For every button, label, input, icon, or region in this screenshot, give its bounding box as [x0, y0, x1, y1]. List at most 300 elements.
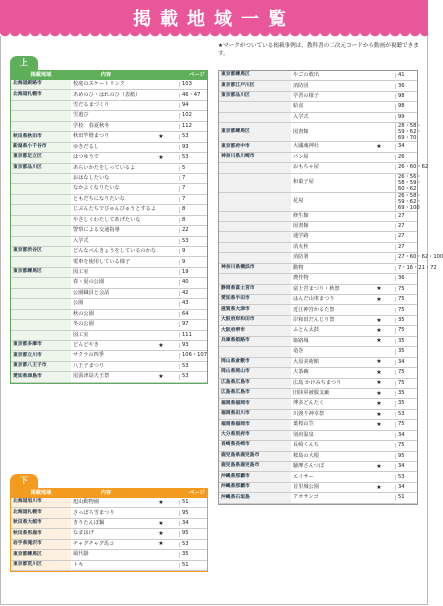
cell-star: ★ — [158, 372, 164, 380]
cell-content: パン屋 — [293, 153, 309, 160]
cell-region: 大阪府堺市 — [219, 326, 291, 335]
cell-content: 竜巻 — [293, 348, 304, 355]
table-header — [11, 71, 207, 80]
cell-content: 給食 — [293, 103, 304, 110]
cell-content: 広島 かけみちまつり — [293, 379, 342, 386]
table-row — [11, 519, 207, 529]
table-row — [219, 253, 443, 263]
cell-content: 公園 — [73, 300, 84, 307]
cell-region — [11, 111, 71, 120]
cell-page: 27 — [395, 224, 423, 229]
cell-content: 騒摩さんつぼ — [293, 463, 325, 470]
cell-content: 和菓子屋 — [293, 178, 314, 185]
table-row — [219, 368, 417, 378]
cell-page: 34 — [179, 521, 215, 526]
table-row — [11, 226, 207, 236]
cell-page: 53 — [179, 239, 215, 244]
cell-region: 東京都渋谷区 — [11, 247, 71, 256]
cell-region — [11, 278, 71, 287]
cell-star: ★ — [376, 337, 382, 345]
cell-page: 43 — [179, 301, 215, 306]
cell-page: 75 — [395, 443, 423, 448]
cell-content: おもちゃ屋 — [293, 164, 319, 171]
cell-page: 35 — [395, 349, 423, 354]
cell-star: ★ — [158, 153, 164, 161]
table-row — [219, 153, 417, 163]
cell-region: 東京都練馬区 — [219, 71, 291, 80]
cell-page: 9 — [179, 249, 215, 254]
cell-region: 秋田県秋田市 — [11, 132, 71, 141]
cell-page: 98 — [395, 104, 423, 109]
cell-page: 53 — [395, 412, 423, 417]
cell-region — [11, 174, 71, 183]
cell-region: 静岡県富士宮市 — [219, 285, 291, 294]
cell-content: なまはげ — [73, 530, 94, 537]
cell-region: 東京都八王子市 — [11, 362, 71, 371]
cell-content: 図書館 — [293, 128, 309, 135]
table-row — [11, 372, 207, 382]
cell-page: 35 — [179, 552, 215, 557]
cell-page: 42 — [179, 291, 215, 296]
cell-content: 公園職員と会話 — [73, 289, 110, 296]
cell-star: ★ — [376, 420, 382, 428]
cell-content: ともだちになりたいな — [73, 195, 125, 202]
cell-region: 福岡県福岡市 — [219, 420, 291, 429]
cell-region: 東京都荒川区 — [11, 561, 71, 570]
cell-content: 富士宮まつり・秋祭 — [293, 285, 340, 292]
table-bottom — [10, 488, 208, 572]
cell-page: 64 — [179, 312, 215, 317]
table-row — [219, 316, 417, 326]
table-header — [11, 489, 207, 498]
cell-page: 40 — [179, 280, 215, 285]
cell-region: 滋賀県大津市 — [219, 305, 291, 314]
table-row — [219, 285, 417, 295]
cell-page: 36 — [395, 276, 423, 281]
cell-star: ★ — [376, 400, 382, 408]
cell-page: 106・107 — [179, 353, 215, 358]
cell-region — [219, 174, 291, 192]
cell-region — [219, 253, 291, 262]
cell-content: 農作物 — [293, 275, 309, 282]
table-row — [11, 341, 207, 351]
cell-region — [11, 226, 71, 235]
table-row — [219, 379, 417, 389]
cell-page: 95 — [179, 511, 215, 516]
table-row — [219, 493, 417, 503]
table-row — [11, 362, 207, 372]
table-row — [219, 410, 417, 420]
table-row — [11, 90, 207, 100]
cell-content: 別府温泉 — [293, 431, 314, 438]
cell-content: さっぽろ雪まつり — [73, 509, 115, 516]
cell-page: 99 — [395, 115, 423, 120]
cell-content: はつゆうで — [73, 154, 99, 161]
table-row — [219, 232, 417, 242]
cell-content: なかよくなりたいな — [73, 185, 120, 192]
cell-region — [11, 216, 71, 225]
cell-content: 葉桜山笠 — [293, 421, 314, 428]
table-row — [219, 326, 417, 336]
table-row — [219, 113, 417, 123]
cell-content: 花屋 — [293, 197, 304, 204]
cell-star: ★ — [376, 316, 382, 324]
cell-region: 広島県広島市 — [219, 389, 291, 398]
table-row — [11, 529, 207, 539]
table-row — [219, 431, 417, 441]
table-row — [219, 472, 417, 482]
cell-region: 北海道旭川市 — [11, 498, 71, 507]
table-row — [219, 295, 417, 305]
cell-region: 東京都練馬区 — [11, 550, 71, 559]
cell-content: あめのひ・はれのひ（表紙） — [73, 91, 141, 98]
cell-content: 学校 春夏秋冬 — [73, 122, 110, 129]
cell-page: 97 — [179, 322, 215, 327]
cell-region: 東京都府中市 — [219, 142, 291, 151]
col-page: ページ — [189, 71, 205, 78]
cell-content: やごの救出 — [293, 72, 319, 79]
table-row — [11, 268, 207, 278]
cell-page: 35 — [395, 318, 423, 323]
table-row — [11, 561, 207, 571]
cell-region: 福岡県福岡市 — [219, 399, 291, 408]
table-row — [219, 358, 417, 368]
table-row — [219, 222, 417, 232]
cell-star: ★ — [376, 142, 382, 150]
cell-page: 35 — [395, 339, 423, 344]
cell-content: 大國魂神社 — [293, 143, 319, 150]
cell-region: 福岡県田川市 — [219, 410, 291, 419]
cell-region: 沖縄県石垣島 — [219, 493, 291, 502]
cell-content: 通学路 — [293, 233, 309, 240]
cell-content: 入学式 — [73, 237, 89, 244]
table-row — [219, 452, 417, 462]
cell-region: 東京都立川市 — [11, 351, 71, 360]
cell-content: 博多どんたく — [293, 400, 325, 407]
table-row — [219, 163, 429, 173]
cell-region — [11, 122, 71, 131]
cell-content: 八王子まつり — [73, 362, 105, 369]
cell-page: 51 — [395, 495, 423, 500]
section-label-bottom: 下 — [10, 474, 38, 488]
table-row — [11, 550, 207, 560]
cell-region: 東京都多摩市 — [11, 341, 71, 350]
cell-content: どんなべんきょうをしているのかな — [73, 248, 157, 255]
cell-region: 秋田県大館市 — [11, 519, 71, 528]
cell-region: 東京都足立区 — [11, 153, 71, 162]
cell-content: じぶんたちでびゅんびゅうとするよ — [73, 206, 156, 213]
cell-region: 北海道釧路市 — [11, 80, 71, 89]
cell-region: 東京都練馬区 — [11, 268, 71, 277]
table-row — [219, 142, 417, 152]
cell-page: 27 — [395, 214, 423, 219]
cell-content: 動物 — [293, 264, 304, 271]
cell-content: チャグチャグ馬コ — [73, 540, 115, 547]
cell-page: 93 — [179, 343, 215, 348]
cell-star: ★ — [376, 358, 382, 366]
table-right — [218, 70, 443, 505]
cell-content: 首里城公園 — [293, 483, 319, 490]
cell-page: 7 — [179, 197, 215, 202]
table-row — [219, 389, 417, 399]
table-row — [11, 205, 207, 215]
cell-star: ★ — [376, 462, 382, 470]
table-row — [11, 216, 207, 226]
cell-content: おはなしたいな — [73, 175, 110, 182]
cell-page: 34 — [395, 433, 423, 438]
table-row — [11, 101, 207, 111]
cell-star: ★ — [376, 379, 382, 387]
table-row — [219, 274, 417, 284]
cell-page: 53 — [179, 155, 215, 160]
cell-star: ★ — [158, 519, 164, 527]
cell-content: 桜島の大根 — [293, 452, 319, 459]
cell-region: 神奈川県川崎市 — [219, 153, 291, 162]
table-row — [11, 164, 207, 174]
table-row — [11, 320, 207, 330]
table-row — [219, 347, 417, 357]
cell-page: 5 — [179, 166, 215, 171]
section-label-top: 上 — [10, 56, 38, 70]
cell-content: サクラの四季 — [73, 352, 104, 359]
cell-page: 41 — [395, 73, 423, 78]
cell-page: 75 — [395, 328, 423, 333]
table-row — [219, 399, 417, 409]
cell-page: 27 — [395, 234, 423, 239]
col-content: 内容 — [100, 489, 112, 496]
table-row — [11, 508, 207, 518]
table-row — [219, 192, 422, 212]
table-row — [219, 337, 417, 347]
cell-content: 旭山動物園 — [73, 499, 99, 506]
cell-star: ★ — [376, 295, 382, 303]
table-row — [11, 540, 207, 550]
table-row — [11, 153, 207, 163]
cell-region — [11, 289, 71, 298]
cell-region: 長崎県長崎市 — [219, 441, 291, 450]
cell-content: 校庭のスケートリンク — [73, 81, 125, 88]
cell-page: 34 — [395, 360, 423, 365]
cell-content: 冬の公園 — [73, 321, 94, 328]
cell-page: 26・60・62 — [395, 165, 423, 170]
cell-region: 兵庫県姫路市 — [219, 337, 291, 346]
cell-star: ★ — [158, 498, 164, 506]
cell-star: ★ — [158, 341, 164, 349]
cell-page: 22 — [179, 228, 215, 233]
cell-region — [219, 232, 291, 241]
cell-page: 27・60・62・100 — [395, 255, 423, 260]
cell-page: 75 — [395, 381, 423, 386]
cell-content: ふとん太鼓 — [293, 327, 319, 334]
cell-star: ★ — [376, 368, 382, 376]
cell-page: 51 — [179, 500, 215, 505]
table-row — [219, 212, 417, 222]
table-row — [219, 305, 417, 315]
cell-star: ★ — [158, 530, 164, 538]
table-row — [11, 174, 207, 184]
cell-region: 沖縄県那覇市 — [219, 472, 291, 481]
table-row — [219, 123, 422, 142]
cell-page: 8 — [179, 207, 215, 212]
cell-region: 北海道札幌市 — [11, 508, 71, 517]
cell-content: 旧陸軍被服支廠 — [293, 390, 330, 397]
cell-region — [219, 193, 291, 211]
cell-content: 大茶碗 — [293, 369, 309, 376]
cell-page: 27 — [395, 245, 423, 250]
cell-page: 46・47 — [179, 93, 215, 98]
cell-star: ★ — [376, 285, 382, 293]
cell-page: 35 — [395, 391, 423, 396]
cell-content: 図書館 — [293, 223, 309, 230]
cell-region: 大分県別府市 — [219, 431, 291, 440]
cell-page: 75 — [395, 308, 423, 313]
cell-content: 図工室 — [73, 331, 89, 338]
cell-content: 岸和田だんじり祭 — [293, 316, 335, 323]
cell-page: 9 — [179, 260, 215, 265]
cell-content: どんどやき — [73, 342, 99, 349]
cell-content: 消火栓 — [293, 243, 309, 250]
cell-region: 東京都品川区 — [219, 92, 291, 101]
cell-page: 98 — [395, 94, 423, 99]
cell-content: 大原美術館 — [293, 358, 319, 365]
cell-region: 愛知県半田市 — [219, 295, 291, 304]
cell-region: 秋田県男鹿市 — [11, 529, 71, 538]
cell-content: トキ — [73, 561, 84, 568]
table-row — [11, 278, 207, 288]
cell-content: 図工室 — [73, 268, 89, 275]
table-row — [11, 310, 207, 320]
cell-region: 北海道札幌市 — [11, 90, 71, 99]
cell-region: 神奈川県横浜市 — [219, 264, 291, 273]
cell-content: 雪だるまづくり — [73, 101, 110, 108]
cell-star: ★ — [158, 540, 164, 548]
cell-region: 鹿児島県鹿児島市 — [219, 462, 291, 471]
cell-region: 東京都品川区 — [11, 164, 71, 173]
cell-page: 53 — [395, 475, 423, 480]
cell-region — [11, 205, 71, 214]
cell-page: 19 — [179, 270, 215, 275]
cell-page: 26・58・59・62・69・100 — [395, 193, 423, 211]
cell-content: 電車を使用している様子 — [73, 258, 131, 265]
cell-region — [11, 299, 71, 308]
table-row — [11, 80, 207, 90]
table-row — [11, 257, 207, 267]
cell-region: 沖縄県那覇市 — [219, 483, 291, 492]
cell-content: 秋田竿燈まつり — [73, 133, 110, 140]
cell-content: 春・夏の公園 — [73, 279, 105, 286]
cell-page: 26 — [395, 155, 423, 160]
table-row — [11, 299, 207, 309]
cell-page: 51 — [179, 563, 215, 568]
cell-content: 秋の公園 — [73, 310, 94, 317]
cell-star: ★ — [376, 483, 382, 491]
cell-region — [219, 212, 291, 221]
page-title: 掲載地域一覧 — [133, 9, 295, 30]
cell-content: エイサー — [293, 473, 314, 480]
cell-content: 消防団 — [293, 82, 309, 89]
cell-page: 7・16・21・72 — [395, 266, 423, 271]
table-row — [11, 247, 207, 257]
cell-page: 53 — [179, 134, 215, 139]
cell-star: ★ — [158, 132, 164, 140]
cell-content: 尾張津島天王祭 — [73, 373, 110, 380]
cell-page: 103 — [179, 82, 215, 87]
cell-content: アオサンゴ — [293, 494, 319, 501]
table-row — [11, 331, 207, 341]
cell-content: やさしくわたしてあげたいな — [73, 216, 141, 223]
cell-page: 112 — [179, 124, 215, 129]
cell-page: 75 — [395, 422, 423, 427]
cell-region — [11, 237, 71, 246]
col-content: 内容 — [100, 71, 112, 78]
table-row — [219, 102, 417, 112]
col-region: 掲載地域 — [30, 71, 52, 78]
cell-page: 36 — [395, 84, 423, 89]
table-row — [11, 132, 207, 142]
cell-region: 東京都練馬区 — [219, 123, 291, 141]
table-row — [219, 441, 417, 451]
cell-page: 102 — [179, 113, 215, 118]
video-note: ★マークがついている掲載事例は、教科書の二次元コードから動画が視聴できます。 — [218, 43, 419, 57]
cell-content: 近江神宮かるた祭 — [293, 306, 335, 313]
table-row — [219, 92, 417, 102]
cell-page: 53 — [179, 542, 215, 547]
table-row — [219, 81, 417, 91]
cell-page: 7 — [179, 176, 215, 181]
cell-region — [219, 113, 291, 122]
cell-content: 学習の様子 — [293, 92, 319, 99]
cell-content: 警察による交通指導 — [73, 227, 120, 234]
cell-page: 28・58・59・62・69・70 — [395, 123, 423, 141]
cell-region: 岡山県倉敷市 — [219, 358, 291, 367]
table-row — [219, 483, 417, 493]
cell-content: あらいかたをしっているよ — [73, 164, 136, 171]
cell-region — [11, 195, 71, 204]
cell-page: 35 — [395, 401, 423, 406]
cell-page: 95 — [179, 531, 215, 536]
cell-page: 34 — [395, 144, 423, 149]
cell-star: ★ — [376, 327, 382, 335]
cell-page: 34 — [395, 464, 423, 469]
cell-region: 鹿児島県鹿児島市 — [219, 452, 291, 461]
cell-region: 岡山県岡山市 — [219, 368, 291, 377]
cell-page: 53 — [179, 374, 215, 379]
cell-content: 風代掛 — [73, 551, 89, 558]
cell-region — [219, 222, 291, 231]
table-top — [10, 70, 208, 384]
table-row — [11, 498, 207, 508]
cell-region — [219, 102, 291, 111]
cell-page: 94 — [179, 103, 215, 108]
table-row — [11, 143, 207, 153]
cell-region — [11, 184, 71, 193]
cell-content: 長崎くんち — [293, 442, 319, 449]
cell-page: 75 — [395, 370, 423, 375]
table-row — [219, 173, 422, 193]
cell-content: 雪遊び — [73, 112, 89, 119]
cell-region: 愛知県津島市 — [11, 372, 71, 381]
cell-region: 大阪府岸和田市 — [219, 316, 291, 325]
cell-region — [11, 320, 71, 329]
cell-page: 75 — [395, 287, 423, 292]
cell-content: 消防署 — [293, 254, 309, 261]
table-row — [219, 462, 417, 472]
cell-page: 93 — [179, 145, 215, 150]
cell-page: 7 — [179, 186, 215, 191]
cell-content: ゆきだるし — [73, 143, 99, 150]
cell-region: 新潟県小千谷市 — [11, 143, 71, 152]
col-region: 掲載地域 — [30, 489, 52, 496]
